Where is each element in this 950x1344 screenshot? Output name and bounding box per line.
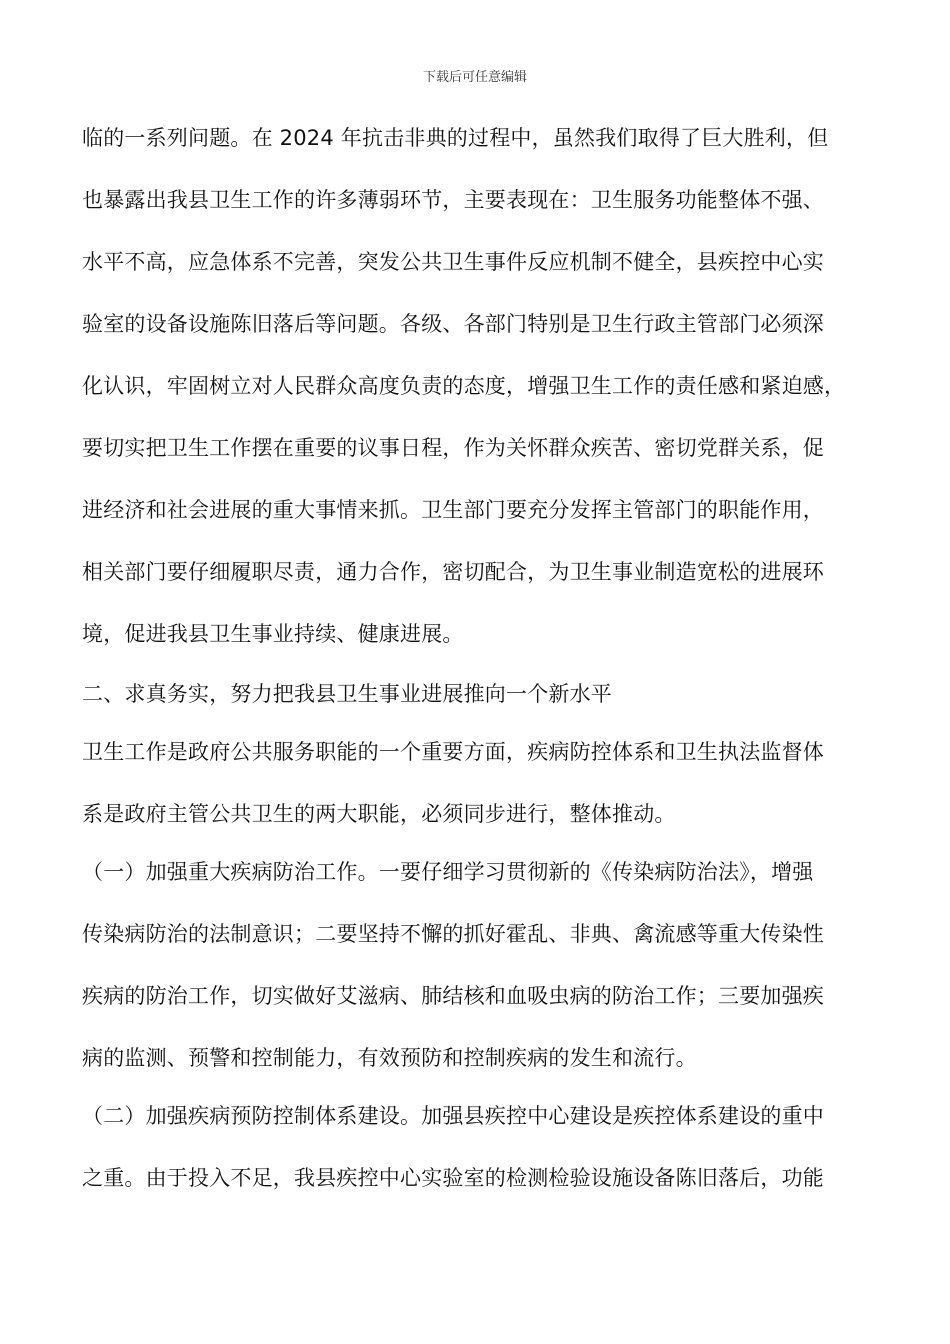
body-line: 水平不高，应急体系不完善，突发公共卫生事件反应机制不健全，县疾控中心实 <box>82 250 824 274</box>
body-line: 进经济和社会进展的重大事情来抓。卫生部门要充分发挥主管部门的职能作用， <box>82 498 824 522</box>
section-heading: 二、求真务实，努力把我县卫生事业进展推向一个新水平 <box>82 682 612 706</box>
body-line: 化认识，牢固树立对人民群众高度负责的态度，增强卫生工作的责任感和紧迫感， <box>82 374 846 398</box>
subsection-heading: （二）加强疾病预防控制体系建设。加强县疾控中心建设是疾控体系建设的重中 <box>82 1104 824 1128</box>
body-line: 也暴露出我县卫生工作的许多薄弱环节，主要表现在：卫生服务功能整体不强、 <box>82 188 824 212</box>
body-line: 临的一系列问题。在 2024 年抗击非典的过程中，虽然我们取得了巨大胜利，但 <box>82 126 829 150</box>
body-line: 之重。由于投入不足，我县疾控中心实验室的检测检验设施设备陈旧落后，功能 <box>82 1166 824 1190</box>
body-line: 传染病防治的法制意识；二要坚持不懈的抓好霍乱、非典、禽流感等重大传染性 <box>82 922 824 946</box>
body-line: 相关部门要仔细履职尽责，通力合作，密切配合，为卫生事业制造宽松的进展环 <box>82 560 824 584</box>
page-header: 下载后可任意编辑 <box>422 70 527 85</box>
body-line: 验室的设备设施陈旧落后等问题。各级、各部门特别是卫生行政主管部门必须深 <box>82 312 824 336</box>
body-line: 境，促进我县卫生事业持续、健康进展。 <box>82 622 464 646</box>
subsection-heading: （一）加强重大疾病防治工作。一要仔细学习贯彻新的《传染病防治法》，增强 <box>82 860 814 884</box>
body-line: 卫生工作是政府公共服务职能的一个重要方面，疾病防控体系和卫生执法监督体 <box>82 740 824 764</box>
body-line: 要切实把卫生工作摆在重要的议事日程，作为关怀群众疾苦、密切党群关系，促 <box>82 436 824 460</box>
body-line: 病的监测、预警和控制能力，有效预防和控制疾病的发生和流行。 <box>82 1046 697 1070</box>
body-line: 系是政府主管公共卫生的两大职能，必须同步进行，整体推动。 <box>82 802 676 826</box>
body-line: 疾病的防治工作，切实做好艾滋病、肺结核和血吸虫病的防治工作；三要加强疾 <box>82 984 824 1008</box>
